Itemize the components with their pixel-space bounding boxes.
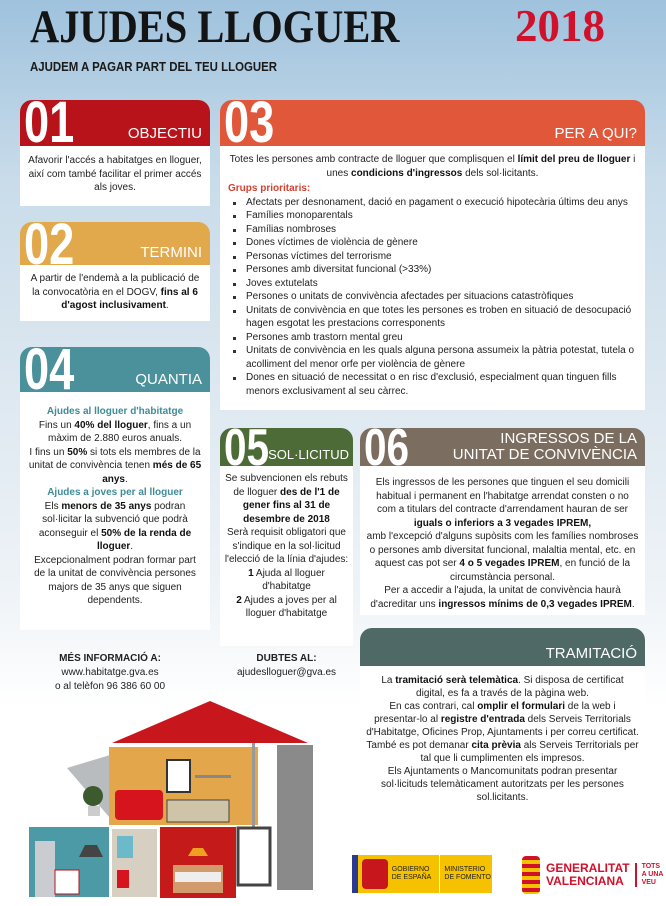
group-item: Persones o unitats de convivència afectades per situacions catastròfiques (228, 290, 637, 304)
website-link[interactable]: www.habitatge.gva.es (61, 667, 159, 678)
group-item: Dones víctimes de violència de gènere (228, 236, 637, 250)
card-ingressos (360, 419, 645, 615)
card-number: 03 (224, 90, 275, 155)
card-number: 04 (24, 337, 75, 402)
card-number: 06 (364, 419, 410, 477)
card-objectiu (20, 90, 210, 206)
group-item: Unitats de convivència en les quals alguna persona assumeix la pàtria potestat, tutela o acolliment del menor orfe per violència de gènere (228, 344, 637, 371)
groups-title: Grups prioritaris: (228, 183, 311, 194)
objectiu-text: Afavorir l'accés a habitatges en lloguer, així com també facilitar el primer accés als joves. (28, 155, 202, 193)
more-info (30, 652, 190, 694)
card-number: 02 (24, 212, 75, 277)
group-item: Dones en situació de necessitat o en risc d'exclusió, especialment quan tinguen fills menors exclusivament al seu càrrec. (228, 371, 637, 398)
ingressos-p3: Per a accedir a l'ajuda, la unitat de convivència haurà d'acreditar uns ingressos mínims de 0,3 vegades IPREM. (370, 585, 635, 610)
tramitacio-p1: La tramitació serà telemàtica. Si disposa de certificat digital, es fa a través de la pàgina web. (381, 675, 624, 699)
quantia-p1: Fins un 40% del lloguer, fins a un màxim de 2.880 euros anuals. (38, 419, 192, 444)
ingressos-p1: Els ingressos de les persones que tinguen el seu domicili habitual i permanent en l'habitatge arrendat consten o no com a titulars del contracte d'arrendament hauran de ser (375, 477, 630, 515)
card-tramitacio (360, 628, 645, 825)
quantia-p4: Excepcionalment podran formar part de la unitat de convivència persones majors de 35 anys que siguen dependents. (34, 554, 196, 606)
group-item: Afectats per desnonament, dació en pagament o execució hipotecària últims deu anys (228, 196, 637, 210)
card-label: QUANTIA (135, 371, 202, 388)
tramitacio-p4: Els Ajuntaments o Mancomunitats podran presentar sol·licituds telemàticament autoritzats per les persones sol.licitants. (381, 766, 624, 803)
group-item: Famílies monoparentals (228, 209, 637, 223)
card-number: 01 (24, 90, 75, 155)
solicitud-option-2: 2 Ajudes a joves per al lloguer d'habitatge (236, 594, 337, 619)
more-info-title: MÉS INFORMACIÓ A: (59, 653, 161, 664)
termini-deadline: fins al 6 d'agost inclusivament (61, 286, 198, 311)
email-link[interactable]: ajudeslloguer@gva.es (236, 667, 337, 678)
solicitud-p2: Serà requisit obligatori que s'indique en la sol·licitud l'elecció de la línia d'ajudes: (224, 527, 349, 565)
card-termini (20, 212, 210, 321)
card-label: TERMINI (140, 244, 202, 261)
per-a-qui-intro: Totes les persones amb contracte de lloguer que complisquen el límit del preu de lloguer i unes condicions d'ingressos dels sol·licitants. (229, 154, 636, 179)
card-per-a-qui (220, 90, 645, 410)
quantia-p3: Els menors de 35 anys podran sol·licitar la subvenció que podrà aconseguir el 50% de la renda de lloguer. (38, 500, 192, 552)
poster-year: 2018 (515, 1, 605, 51)
phone-number: o al telèfon 96 386 60 00 (54, 681, 166, 692)
gobierno-espana-logo: GOBIERNO DE ESPAÑA MINISTERIO DE FOMENTO (352, 855, 492, 893)
tramitacio-p2: En cas contrari, cal omplir el formulari de la web i presentar-lo al registre d'entrada dels Serveis Territorials d'Habitatge, Oficines Prop, Ajuntaments i per correu certificat. (366, 701, 639, 738)
coat-of-arms-icon (522, 856, 540, 894)
solicitud-option-1: 1 Ajuda al lloguer d'habitatge (248, 567, 325, 592)
card-quantia (20, 337, 210, 630)
group-item: Famílias nombroses (228, 223, 637, 237)
quantia-subtitle-2: Ajudes a joves per al lloguer (47, 487, 183, 498)
roof-icon (112, 701, 308, 743)
generalitat-valenciana-logo: GENERALITAT VALENCIANA TOTS A UNA VEU (522, 855, 666, 895)
card-label: INGRESSOS DE LA UNITAT DE CONVIVÈNCIA (452, 430, 637, 463)
group-item: Joves extutelats (228, 277, 637, 291)
group-item: Personas víctimes del terrorisme (228, 250, 637, 264)
doubts-title: DUBTES AL: (256, 653, 317, 664)
group-item: Persones amb trastorn mental greu (228, 331, 637, 345)
house-illustration (25, 700, 355, 900)
ingressos-p2: amb l'excepció d'alguns supòsits com les famílies nombroses o persones amb diversitat funcional, malaltia mental, etc. en aquest cas pot ser 4 o 5 vegades IPREM, en funció de la circumstància personal. (366, 531, 639, 583)
quantia-subtitle-1: Ajudes al lloguer d'habitatge (46, 406, 184, 417)
solicitud-p1: Se subvencionen els rebuts de lloguer des de l'1 de gener fins al 31 de desembre de 2018 (225, 473, 348, 525)
termini-text: A partir de l'endemà a la publicació de la convocatòria en el DOGV, (30, 273, 200, 298)
quantia-p2: I fins un 50% si tots els membres de la unitat de convivència tenen més de 65 anys. (28, 446, 202, 485)
door-icon (238, 828, 270, 885)
termini-end: . (165, 300, 169, 311)
groups-list (228, 196, 637, 399)
card-solicitud (220, 419, 353, 646)
doubts (220, 652, 353, 680)
card-label: OBJECTIU (127, 125, 202, 142)
card-label: SOL·LICITUD (268, 447, 349, 462)
poster-subtitle: AJUDEM A PAGAR PART DEL TEU LLOGUER (30, 59, 278, 74)
group-item: Unitats de convivència en que totes les persones es troben en situació de desocupació hagen esgotat les prestacions corresponents (228, 304, 637, 331)
card-number: 05 (224, 419, 270, 477)
wall (277, 745, 313, 890)
tramitacio-p3: També es pot demanar cita prèvia als Serveis Territorials per tal que li cumplimenten els impresos. (366, 740, 639, 764)
card-label: TRAMITACIÓ (545, 645, 637, 662)
ingressos-limit: iguals o inferiors a 3 vegades IPREM, (413, 517, 592, 529)
group-item: Persones amb diversitat funcional (>33%) (228, 263, 637, 277)
poster-title: AJUDES LLOGUER (30, 1, 400, 53)
coat-of-arms-icon (362, 859, 388, 889)
card-label: PER A QUI? (554, 125, 637, 142)
